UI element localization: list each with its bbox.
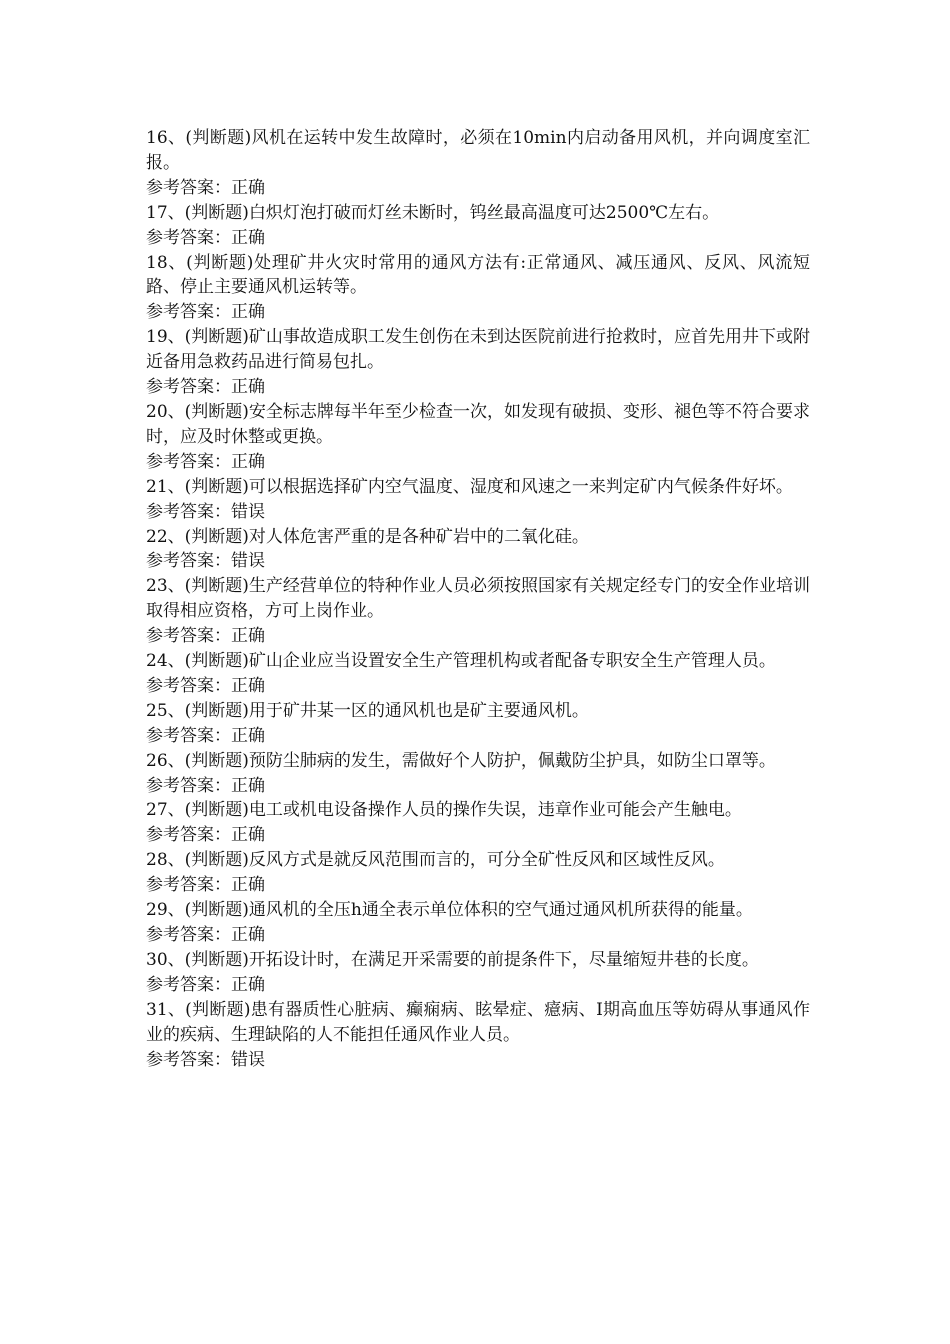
question-text: 29、(判断题)通风机的全压h通全表示单位体积的空气通过通风机所获得的能量。 (146, 900, 753, 921)
answer-prefix: 参考答案： (146, 501, 231, 522)
answer-value: 错误 (231, 501, 265, 522)
answer-prefix: 参考答案： (146, 925, 231, 945)
question-item (146, 948, 810, 998)
question-item (146, 798, 810, 848)
answer-line (146, 375, 810, 400)
question-item (146, 749, 810, 799)
answer-prefix: 参考答案： (146, 974, 231, 995)
answer-value: 正确 (231, 725, 265, 746)
answer-line (146, 549, 810, 574)
question-item (146, 574, 810, 649)
answer-line (146, 774, 810, 799)
answer-prefix: 参考答案： (146, 775, 231, 796)
answer-value: 正确 (231, 825, 265, 846)
question-item (146, 998, 810, 1073)
question-item (146, 400, 810, 475)
answer-prefix: 参考答案： (146, 725, 231, 746)
question-text: 23、(判断题)生产经营单位的特种作业人员必须按照国家有关规定经专门的安全作业培训取得相应资格，方可上岗作业。 (146, 576, 810, 622)
answer-value: 正确 (231, 675, 265, 696)
question-item (146, 898, 810, 948)
answer-prefix: 参考答案： (146, 551, 231, 572)
answer-value: 正确 (231, 925, 265, 945)
answer-value: 正确 (231, 775, 265, 796)
answer-prefix: 参考答案： (146, 675, 231, 696)
answer-value: 正确 (231, 227, 265, 248)
question-item (146, 475, 810, 525)
question-text: 21、(判断题)可以根据选择矿内空气温度、湿度和风速之一来判定矿内气候条件好坏。 (146, 476, 793, 497)
answer-value: 正确 (231, 875, 265, 896)
answer-prefix: 参考答案： (146, 451, 231, 472)
question-text: 22、(判断题)对人体危害严重的是各种矿岩中的二氧化硅。 (146, 526, 589, 547)
answer-line (146, 300, 810, 325)
answer-value: 正确 (231, 974, 265, 995)
answer-line (146, 226, 810, 251)
answer-prefix: 参考答案： (146, 825, 231, 846)
question-item (146, 126, 810, 201)
question-text: 18、(判断题)处理矿井火灾时常用的通风方法有:正常通风、减压通风、反风、风流短路、停止主要通风机运转等。 (146, 252, 810, 298)
answer-line (146, 674, 810, 699)
answer-prefix: 参考答案： (146, 302, 231, 323)
answer-prefix: 参考答案： (146, 875, 231, 896)
answer-line (146, 923, 810, 948)
question-item (146, 201, 810, 251)
answer-line (146, 1048, 810, 1073)
question-text: 25、(判断题)用于矿井某一区的通风机也是矿主要通风机。 (146, 700, 589, 721)
answer-value: 正确 (231, 302, 265, 323)
question-text: 17、(判断题)白炽灯泡打破而灯丝未断时，钨丝最高温度可达2500℃左右。 (146, 202, 720, 223)
question-item (146, 649, 810, 699)
question-item (146, 525, 810, 575)
question-text: 24、(判断题)矿山企业应当设置安全生产管理机构或者配备专职安全生产管理人员。 (146, 651, 776, 672)
question-text: 20、(判断题)安全标志牌每半年至少检查一次，如发现有破损、变形、褪色等不符合要求时，应及时休整或更换。 (146, 401, 810, 447)
answer-line (146, 724, 810, 749)
question-item (146, 848, 810, 898)
answer-line (146, 450, 810, 475)
answer-value: 正确 (231, 177, 265, 198)
question-text: 16、(判断题)风机在运转中发生故障时，必须在10min内启动备用风机，并向调度室汇报。 (146, 128, 810, 173)
answer-prefix: 参考答案： (146, 626, 231, 647)
answer-value: 正确 (231, 451, 265, 472)
answer-value: 正确 (231, 626, 265, 647)
question-text: 26、(判断题)预防尘肺病的发生，需做好个人防护，佩戴防尘护具，如防尘口罩等。 (146, 750, 776, 771)
answer-value: 正确 (231, 377, 265, 398)
answer-prefix: 参考答案： (146, 377, 231, 398)
answer-value: 错误 (231, 551, 265, 572)
answer-line (146, 500, 810, 525)
question-item (146, 251, 810, 326)
question-text: 30、(判断题)开拓设计时，在满足开采需要的前提条件下，尽量缩短井巷的长度。 (146, 949, 759, 970)
answer-value: 错误 (231, 1049, 265, 1070)
answer-line (146, 873, 810, 898)
answer-line (146, 823, 810, 848)
question-text: 27、(判断题)电工或机电设备操作人员的操作失误，违章作业可能会产生触电。 (146, 800, 742, 821)
question-item (146, 325, 810, 400)
question-text: 28、(判断题)反风方式是就反风范围而言的，可分全矿性反风和区域性反风。 (146, 850, 725, 871)
answer-line (146, 176, 810, 201)
question-text: 31、(判断题)患有器质性心脏病、癫痫病、眩晕症、癔病、Ⅰ期高血压等妨碍从事通风作业的疾病、生理缺陷的人不能担任通风作业人员。 (146, 999, 810, 1045)
answer-prefix: 参考答案： (146, 1049, 231, 1070)
answer-line (146, 973, 810, 998)
answer-line (146, 624, 810, 649)
question-item (146, 699, 810, 749)
answer-prefix: 参考答案： (146, 227, 231, 248)
question-list (146, 126, 810, 1072)
question-text: 19、(判断题)矿山事故造成职工发生创伤在未到达医院前进行抢救时，应首先用井下或附近备用急救药品进行简易包扎。 (146, 327, 810, 373)
answer-prefix: 参考答案： (146, 177, 231, 198)
